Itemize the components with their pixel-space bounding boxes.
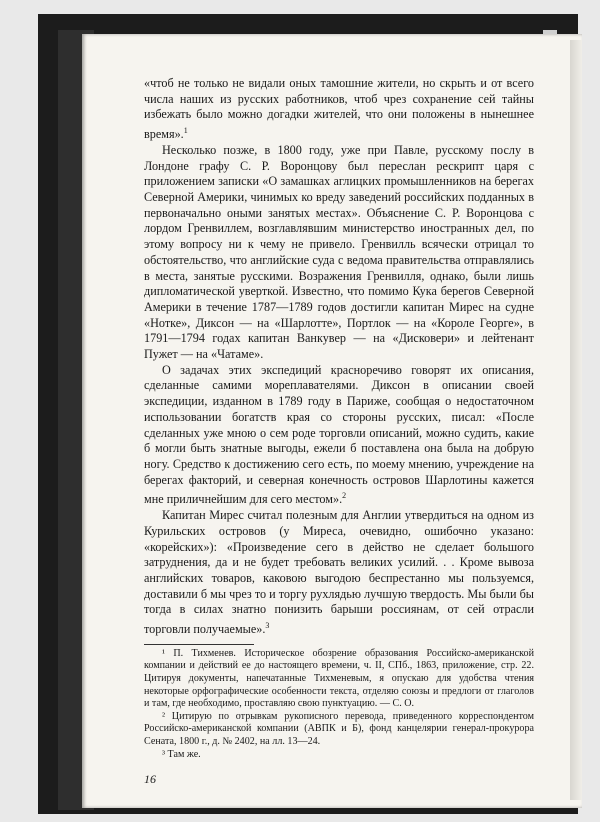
page-edge [570, 40, 582, 800]
page-text-block [144, 76, 534, 761]
paragraph: Несколько позже, в 1800 году, уже при Павле, русскому послу в Лондоне графу С. Р. Воронцову был переслан рескрипт царя с приложением записки «О замашках аглицких промышленников на берегах Северной Америки, чинимых ко вреду заведений российских подданных в первоначально оными занятых местах». Объяснение С. Р. Воронцова с лордом Гренвиллем, возглавлявшим министерство иностранных дел, по этому вопросу ни к чему не привело. Гренвилль всячески отрицал то обстоятельство, что английские суда с ведома правительства отправлялись в места, занятые русскими. Возражения Гренвилля, однако, были лишь дипломатической уверткой. Известно, что помимо Кука берегов Северной Америки в течение 1787—1789 годов достигли капитан Мирес на судне «Нотке», Диксон — на «Шарлотте», Портлок — на «Короле Георге», в 1791—1794 годах капитан Ванкувер — на «Дисковери» и лейтенант Пужет — на «Чатаме». [144, 142, 534, 362]
paragraph: Капитан Мирес считал полезным для Англии утвердиться на одном из Курильских островов (у Миреса, очевидно, ошибочно указано: «корейских»): «Произведение сего в действо не сделает большого затруднения, да и не будет требовать великих усилий. . . Кроме вывоза английских товаров, каковою выгодою беспрестанно мы пользуемся, доставили б мы чрез то и торгу рухлядью лучшую твердость. Мы были бы тогда в силах знатно понизить барыши россиянам, от сей отрасли торговли получаемые».$^3$ [144, 508, 534, 637]
footnote: ¹ П. Тихменев. Историческое обозрение образования Российско-американской компании и действий ее до настоящего времени, ч. II, СПб., 1863, приложение, стр. 22. Цитируя документы, напечатанные Тихменевым, я опускаю для удобства чтения некоторые орфографические особенности текста, отделяю союзы и предлоги от глаголов и там, где необходимо, проставляю свою пунктуацию. — С. О. [144, 647, 534, 710]
footnote-ref: 1 [183, 126, 188, 136]
book-page [82, 34, 582, 808]
footnote-separator [144, 644, 254, 645]
footnote: ³ Там же. [162, 748, 201, 760]
footnote-ref: 3 [265, 621, 270, 631]
page-number: 16 [144, 772, 156, 786]
paragraph: О задачах этих экспедиций красноречиво говорят их описания, сделанные самими мореплавателями. Диксон в описании своей экспедиции, изданном в 1789 году в Париже, сообщая о недостаточном использовании богатств края со стороны русских, писал: «После сделанных уже мною о сем роде торговли описаний, можно судить, какие б могли быть знатные выгоды, ежели б поставлена она была на добрую ногу. Средство к достижению сего есть, по моему мнению, учреждение на берегах факторий, и северная конечность островов Шарлотины кажется мне приличнейшим для сего местом».$^2$ [144, 362, 534, 507]
footnote-ref: 2 [342, 491, 347, 501]
footnote: ² Цитирую по отрывкам рукописного перевода, приведенного корреспондентом Российско-американской компании (АВПК и Б), фонд канцелярии генерал-прокурора Сената, 1800 г., д. № 2402, на лл. 13—24. [144, 710, 534, 747]
paragraph: «чтоб не только не видали оных тамошние жители, но скрыть и от всего числа наших из русских работников, чтоб чрез сохранение сей тайны избежать было можно догадки жителей, что они положены в нынешнее время».$^1$ [144, 76, 534, 142]
